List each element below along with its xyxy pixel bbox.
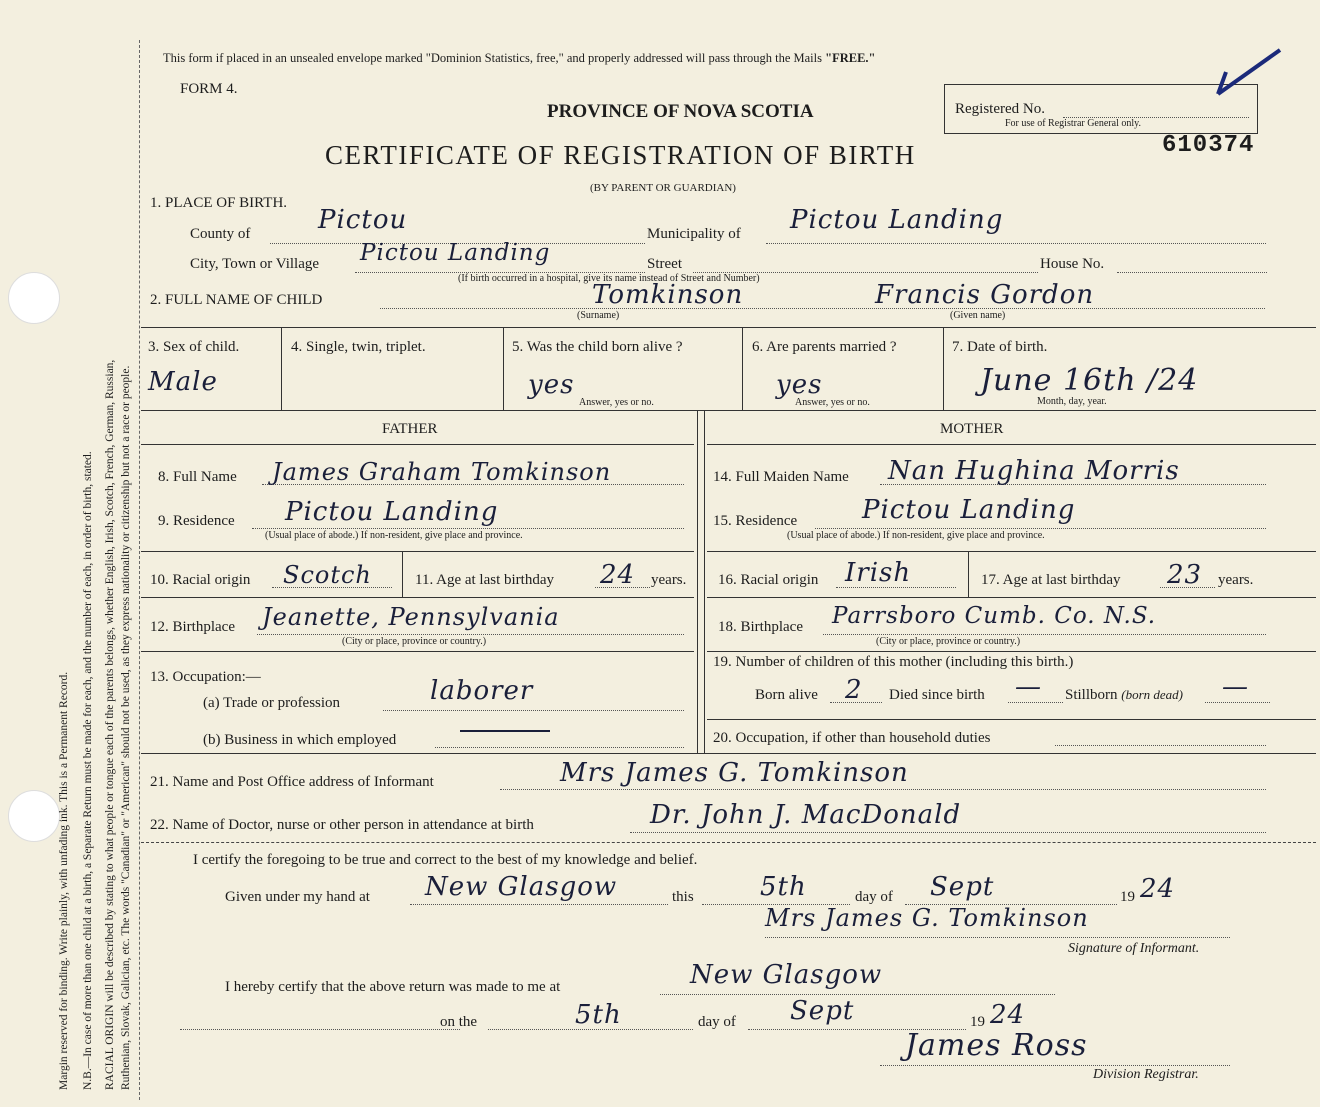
place-of-birth-heading: 1. PLACE OF BIRTH. bbox=[150, 195, 288, 211]
dob-value: June 16th /24 bbox=[980, 363, 1199, 398]
municipality-label: Municipality of bbox=[647, 226, 741, 242]
informant-label: 21. Name and Post Office address of Informant bbox=[150, 774, 434, 790]
father-residence: Pictou Landing bbox=[285, 497, 499, 527]
mother-name-label: 14. Full Maiden Name bbox=[713, 469, 849, 485]
cert-day: 5th bbox=[760, 872, 807, 902]
father-racial: Scotch bbox=[283, 561, 372, 589]
father-name-label: 8. Full Name bbox=[158, 469, 237, 485]
hospital-note: (If birth occurred in a hospital, give its name instead of Street and Number) bbox=[458, 273, 760, 284]
informant-value: Mrs James G. Tomkinson bbox=[560, 758, 909, 788]
margin-note-racial-origin-2: Ruthenian, Slovak, Galician, etc. The words "Canadian" or "American" should not be used, as they express nationality or citizenship but not a race or people. bbox=[120, 365, 132, 1090]
mother-residence: Pictou Landing bbox=[862, 495, 1076, 525]
father-heading: FATHER bbox=[382, 421, 438, 437]
cert-year-prefix: 19 bbox=[1120, 889, 1135, 905]
child-name-label: 2. FULL NAME OF CHILD bbox=[150, 292, 323, 308]
mother-racial-label: 16. Racial origin bbox=[718, 572, 819, 588]
on-the-label: on the bbox=[440, 1014, 478, 1030]
mother-name: Nan Hughina Morris bbox=[888, 456, 1180, 486]
father-name: James Graham Tomkinson bbox=[272, 458, 612, 486]
mother-heading: MOTHER bbox=[940, 421, 1004, 437]
father-age: 24 bbox=[600, 560, 636, 590]
died-value: — bbox=[1015, 672, 1042, 702]
business-label: (b) Business in which employed bbox=[203, 732, 397, 748]
married-value: yes bbox=[776, 370, 823, 400]
registrar-caption: Division Registrar. bbox=[1093, 1067, 1199, 1082]
mother-occupation-label: 20. Occupation, if other than household duties bbox=[713, 730, 991, 746]
father-birthplace: Jeanette, Pennsylvania bbox=[262, 603, 560, 631]
registrar-signature: James Ross bbox=[905, 1028, 1088, 1063]
mother-residence-label: 15. Residence bbox=[713, 513, 798, 529]
occupation-label: 13. Occupation:— bbox=[150, 669, 261, 685]
house-label: House No. bbox=[1040, 256, 1105, 272]
born-alive-label: Born alive bbox=[755, 687, 818, 703]
registered-label: Registered No. bbox=[955, 101, 1045, 117]
given-caption: (Given name) bbox=[950, 310, 1006, 321]
margin-note-racial-origin-1: RACIAL ORIGIN will be described by stating to what people or tongue each of the parents belongs, whether English, Irish, Scotch, French, German, Russian, bbox=[104, 359, 116, 1090]
born-alive-value: 2 bbox=[845, 675, 863, 705]
alive-caption: Answer, yes or no. bbox=[579, 397, 654, 408]
mail-notice: This form if placed in an unsealed envelope marked "Dominion Statistics, free," and properly addressed will pass through the Mails "FREE." bbox=[163, 51, 876, 65]
doctor-label: 22. Name of Doctor, nurse or other person in attendance at birth bbox=[150, 817, 534, 833]
registrar-year: 24 bbox=[990, 1000, 1026, 1030]
page-subtitle: (BY PARENT OR GUARDIAN) bbox=[590, 182, 736, 194]
mother-racial: Irish bbox=[845, 558, 912, 588]
street-label: Street bbox=[647, 256, 682, 272]
alive-value: yes bbox=[528, 370, 575, 400]
page-title: CERTIFICATE OF REGISTRATION OF BIRTH bbox=[325, 140, 916, 170]
given-place: New Glasgow bbox=[425, 872, 618, 902]
father-residence-label: 9. Residence bbox=[158, 513, 235, 529]
died-label: Died since birth bbox=[889, 687, 985, 703]
informant-signature: Mrs James G. Tomkinson bbox=[765, 904, 1089, 932]
father-birthplace-label: 12. Birthplace bbox=[150, 619, 235, 635]
form-number: FORM 4. bbox=[180, 81, 238, 97]
mother-birthplace: Parrsboro Cumb. Co. N.S. bbox=[832, 603, 1157, 629]
cert-day-of-label: day of bbox=[855, 889, 893, 905]
margin-border bbox=[139, 40, 140, 1100]
binding-hole-top bbox=[8, 272, 60, 324]
certification-statement: I certify the foregoing to be true and correct to the best of my knowledge and belief. bbox=[193, 852, 698, 868]
registrar-month: Sept bbox=[790, 996, 855, 1026]
father-racial-label: 10. Racial origin bbox=[150, 572, 251, 588]
father-years: years. bbox=[651, 572, 687, 588]
mother-years: years. bbox=[1218, 572, 1254, 588]
stillborn-value: — bbox=[1222, 672, 1249, 702]
children-count-label: 19. Number of children of this mother (including this birth.) bbox=[713, 654, 1074, 670]
cert-month: Sept bbox=[930, 872, 995, 902]
plurality-label: 4. Single, twin, triplet. bbox=[291, 339, 426, 355]
county-value: Pictou bbox=[318, 205, 408, 235]
child-surname: Tomkinson bbox=[592, 280, 744, 310]
dob-caption: Month, day, year. bbox=[1037, 396, 1107, 407]
province-heading: PROVINCE OF NOVA SCOTIA bbox=[547, 101, 814, 122]
sex-label: 3. Sex of child. bbox=[148, 339, 240, 355]
father-residence-caption: (Usual place of abode.) If non-resident, give place and province. bbox=[265, 530, 523, 541]
married-label: 6. Are parents married ? bbox=[752, 339, 897, 355]
binding-hole-bottom bbox=[8, 790, 60, 842]
registrar-note: For use of Registrar General only. bbox=[1005, 118, 1141, 129]
registrar-day-of-label: day of bbox=[698, 1014, 736, 1030]
registrar-statement: I hereby certify that the above return was made to me at bbox=[225, 979, 561, 995]
married-caption: Answer, yes or no. bbox=[795, 397, 870, 408]
trade-label: (a) Trade or profession bbox=[203, 695, 341, 711]
this-label: this bbox=[672, 889, 694, 905]
alive-label: 5. Was the child born alive ? bbox=[512, 339, 683, 355]
margin-note-binding: Margin reserved for binding. Write plainly, with unfading ink. This is a Permanent Record. bbox=[58, 671, 70, 1090]
cert-year: 24 bbox=[1140, 874, 1176, 904]
child-given-name: Francis Gordon bbox=[875, 280, 1095, 310]
municipality-value: Pictou Landing bbox=[790, 205, 1004, 235]
surname-caption: (Surname) bbox=[577, 310, 620, 321]
mother-birthplace-caption: (City or place, province or country.) bbox=[876, 636, 1021, 647]
informant-signature-caption: Signature of Informant. bbox=[1068, 941, 1200, 956]
father-age-label: 11. Age at last birthday bbox=[415, 572, 554, 588]
checkmark-icon bbox=[1208, 42, 1288, 102]
county-label: County of bbox=[190, 226, 251, 242]
mother-residence-caption: (Usual place of abode.) If non-resident, give place and province. bbox=[787, 530, 1045, 541]
margin-note-multiple-births: N.B.—In case of more than one child at a birth, a Separate Return must be made for each, and the number of each, in order of birth, stated. bbox=[82, 451, 94, 1090]
dob-label: 7. Date of birth. bbox=[952, 339, 1048, 355]
stillborn-label: Stillborn (born dead) bbox=[1065, 687, 1184, 703]
father-birthplace-caption: (City or place, province or country.) bbox=[342, 636, 487, 647]
mother-age: 23 bbox=[1167, 560, 1203, 590]
registration-number: 610374 bbox=[1162, 132, 1255, 159]
registrar-day: 5th bbox=[575, 1000, 622, 1030]
city-label: City, Town or Village bbox=[190, 256, 320, 272]
mother-birthplace-label: 18. Birthplace bbox=[718, 619, 803, 635]
city-value: Pictou Landing bbox=[360, 240, 551, 266]
registrar-place: New Glasgow bbox=[690, 960, 883, 990]
trade-value: laborer bbox=[430, 676, 534, 706]
sex-value: Male bbox=[148, 367, 218, 397]
registrar-year-prefix: 19 bbox=[970, 1014, 985, 1030]
given-label: Given under my hand at bbox=[225, 889, 370, 905]
doctor-value: Dr. John J. MacDonald bbox=[650, 800, 962, 830]
mother-age-label: 17. Age at last birthday bbox=[981, 572, 1121, 588]
